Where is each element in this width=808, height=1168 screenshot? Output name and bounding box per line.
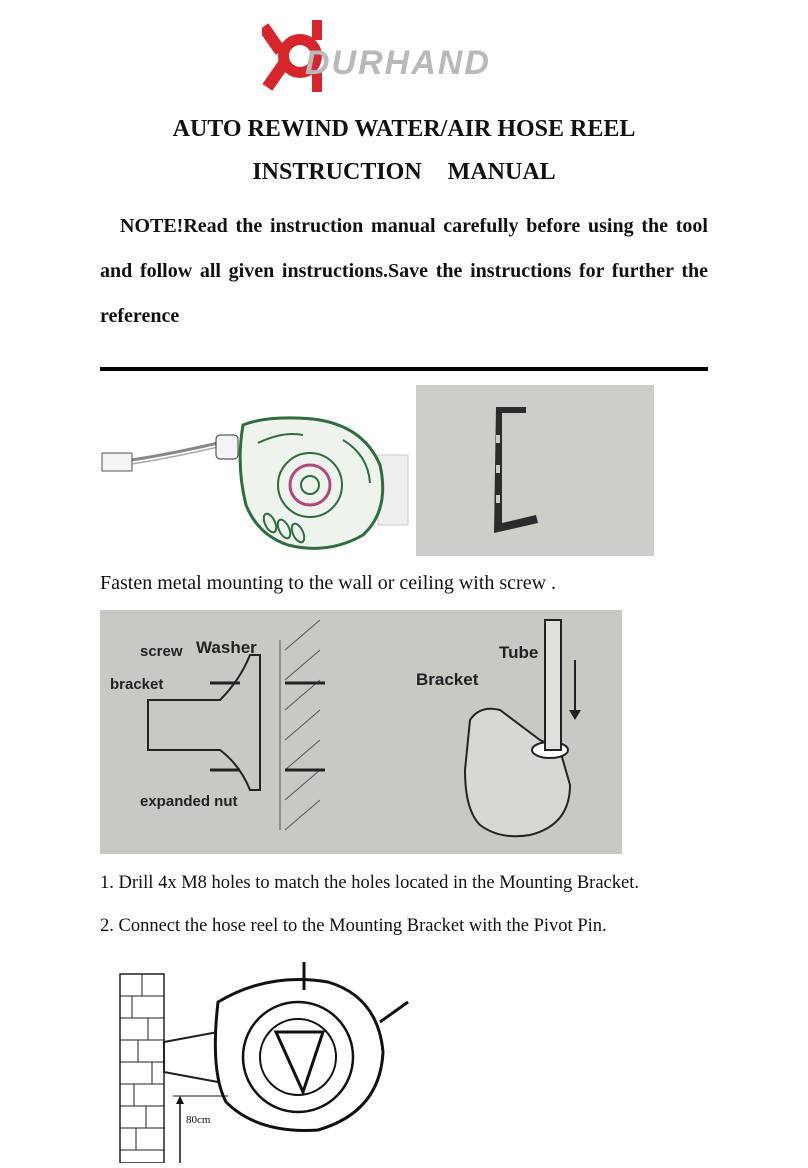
brand-name: DURHAND [305,44,491,82]
document-subtitle: INSTRUCTION MANUAL [252,159,556,185]
label-expanded-nut: expanded nut [140,793,238,810]
document-title: AUTO REWIND WATER/AIR HOSE REEL [172,116,636,142]
wall-mount-diagram [118,962,418,1163]
step-1: 1. Drill 4x M8 holes to match the holes located in the Mounting Bracket. [100,873,639,893]
mounting-caption: Fasten metal mounting to the wall or ceiling with screw . [100,572,557,594]
step-2: 2. Connect the hose reel to the Mounting Bracket with the Pivot Pin. [100,916,607,936]
label-tube: Tube [499,643,539,662]
bracket-installation-diagram [100,610,622,854]
label-washer: Washer [196,638,257,657]
note-paragraph: NOTE!Read the instruction manual carefully before using the tool and follow all given instructions.Save the instructions for further the reference [100,215,708,327]
label-bracket-right: Bracket [416,670,479,689]
label-screw: screw [140,643,183,660]
divider [100,367,708,371]
hose-reel-image [98,395,410,555]
height-label: 80cm [186,1114,211,1126]
label-bracket-left: bracket [110,676,164,693]
mounting-bracket-image [416,385,654,556]
